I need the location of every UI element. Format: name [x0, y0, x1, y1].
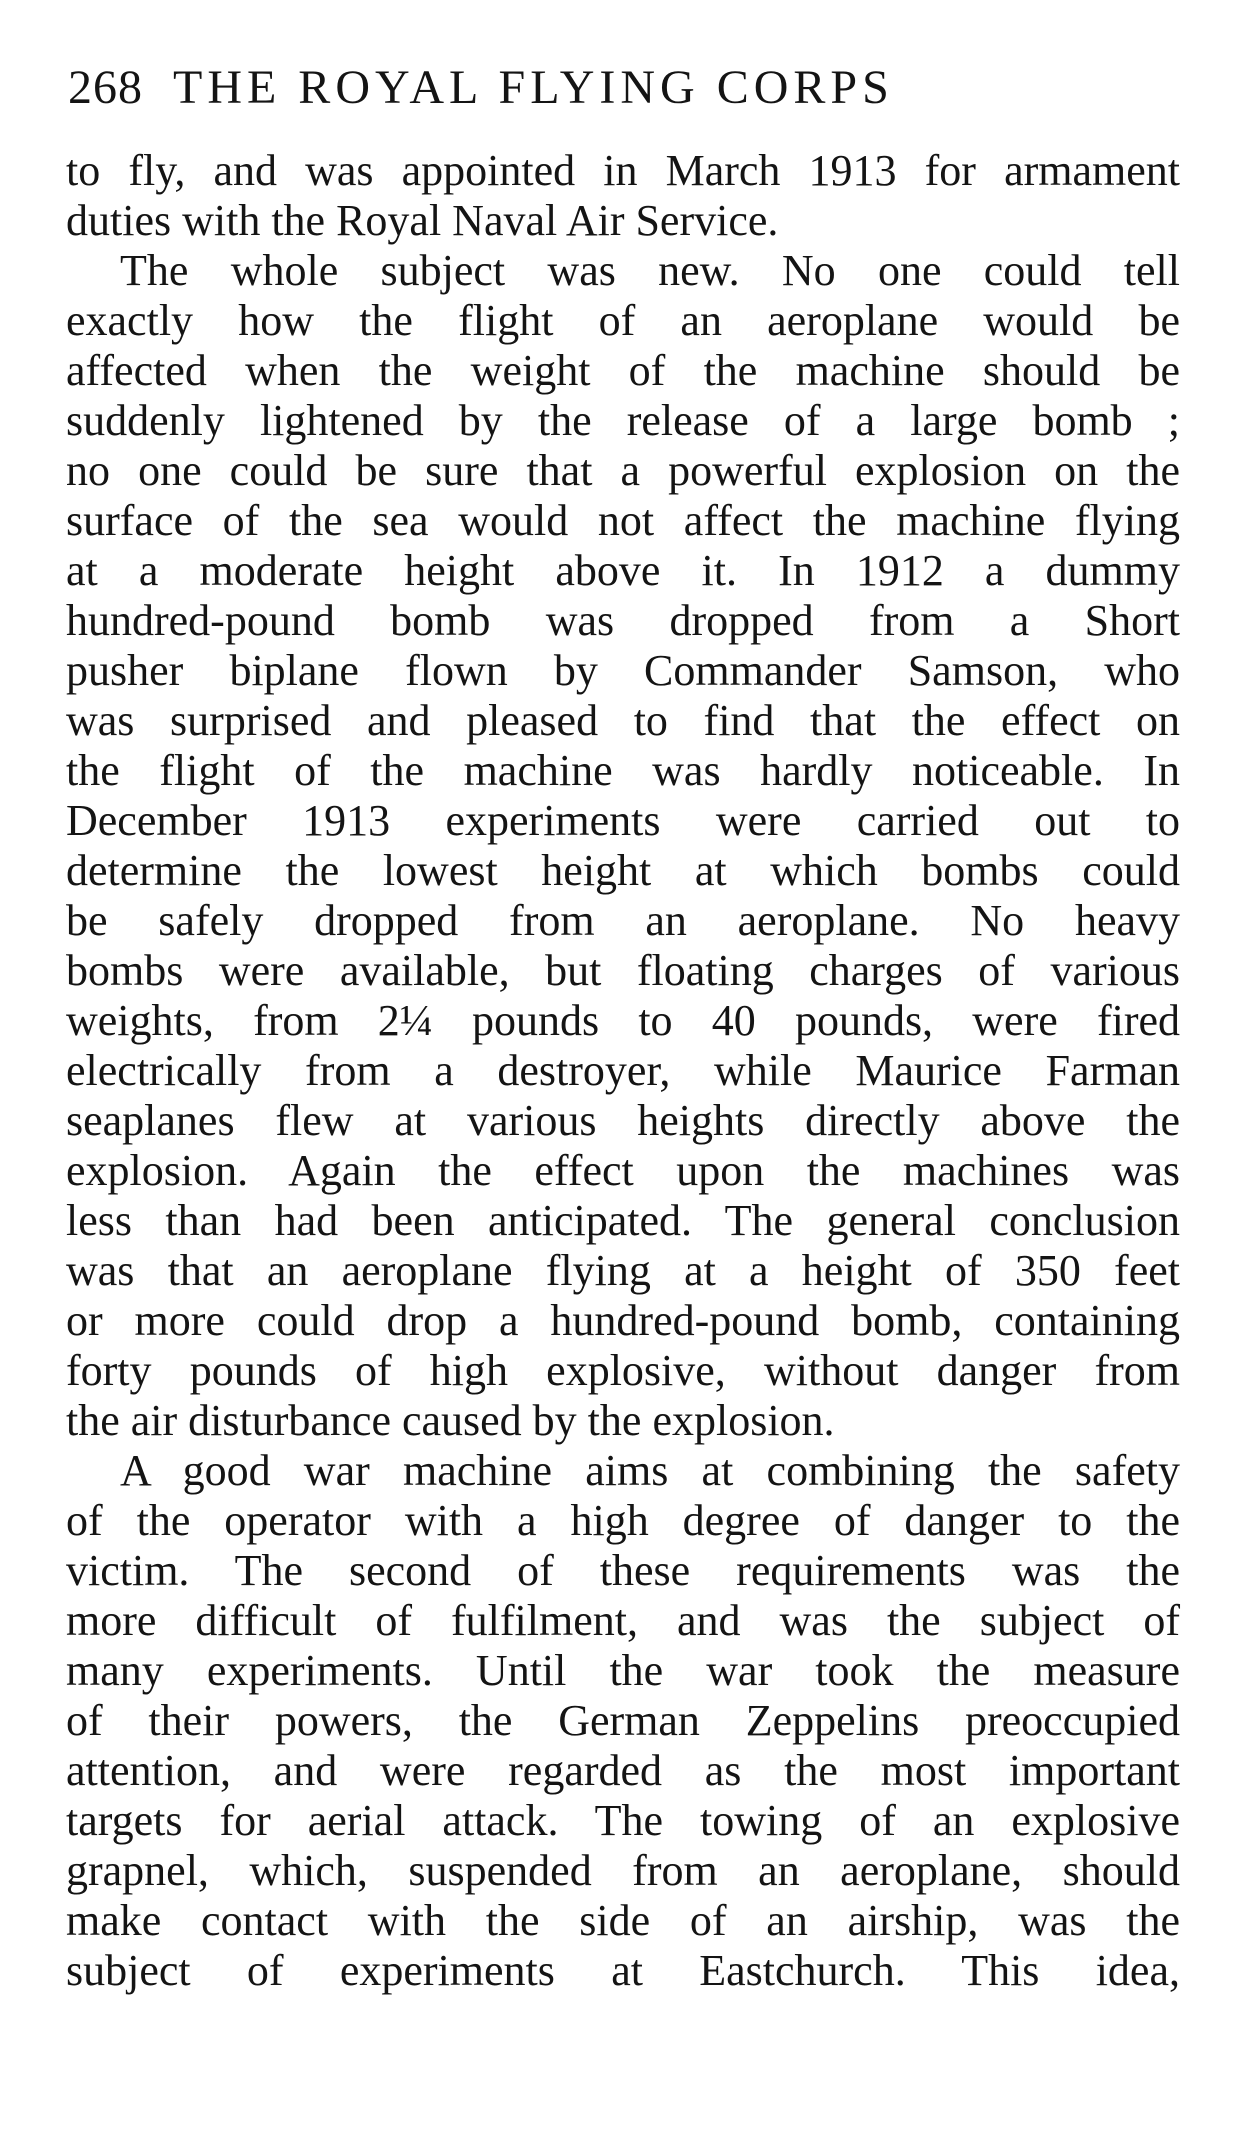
text-line: determine the lowest height at which bombs could — [66, 846, 1180, 895]
text-line: surface of the sea would not affect the machine flying — [66, 496, 1180, 545]
text-line: duties with the Royal Naval Air Service. — [66, 196, 779, 245]
text-line: hundred-pound bomb was dropped from a Short — [66, 596, 1180, 645]
text-line: the flight of the machine was hardly noticeable. In — [66, 746, 1180, 795]
text-line: to fly, and was appointed in March 1913 for armament — [66, 146, 1180, 195]
text-line: electrically from a destroyer, while Maurice Farman — [66, 1046, 1180, 1095]
paragraph-first-line: A good war machine aims at combining the safety — [120, 1446, 1180, 1495]
text-line: less than had been anticipated. The general conclusion — [66, 1196, 1180, 1245]
page-number: 268 — [68, 61, 143, 114]
text-line: weights, from 2¼ pounds to 40 pounds, were fired — [66, 996, 1180, 1045]
text-line: many experiments. Until the war took the measure — [66, 1646, 1180, 1695]
text-line: more difficult of fulfilment, and was the subject of — [66, 1596, 1180, 1645]
text-line: pusher biplane flown by Commander Samson, who — [66, 646, 1180, 695]
text-line: make contact with the side of an airship, was the — [66, 1896, 1180, 1945]
running-title: THE ROYAL FLYING CORPS — [173, 61, 894, 114]
text-line: was that an aeroplane flying at a height of 350 feet — [66, 1246, 1180, 1295]
text-line: subject of experiments at Eastchurch. This idea, — [66, 1946, 1180, 1995]
text-line: was surprised and pleased to find that the effect on — [66, 696, 1180, 745]
running-head — [68, 58, 1178, 118]
text-line: affected when the weight of the machine should be — [66, 346, 1180, 395]
text-line: of their powers, the German Zeppelins preoccupied — [66, 1696, 1180, 1745]
text-line: bombs were available, but floating charges of various — [66, 946, 1180, 995]
text-line: attention, and were regarded as the most important — [66, 1746, 1180, 1795]
text-line: targets for aerial attack. The towing of an explosive — [66, 1796, 1180, 1845]
text-line: or more could drop a hundred-pound bomb, containing — [66, 1296, 1180, 1345]
text-line: explosion. Again the effect upon the machines was — [66, 1146, 1180, 1195]
text-line: no one could be sure that a powerful explosion on the — [66, 446, 1180, 495]
paragraph-first-line: The whole subject was new. No one could tell — [120, 246, 1180, 295]
text-line: at a moderate height above it. In 1912 a dummy — [66, 546, 1180, 595]
text-line: seaplanes flew at various heights directly above the — [66, 1096, 1180, 1145]
text-line: of the operator with a high degree of danger to the — [66, 1496, 1180, 1545]
text-line: the air disturbance caused by the explosion. — [66, 1396, 835, 1445]
text-line: grapnel, which, suspended from an aeroplane, should — [66, 1846, 1180, 1895]
text-line: be safely dropped from an aeroplane. No heavy — [66, 896, 1180, 945]
body-text — [66, 146, 1180, 1996]
text-line: exactly how the flight of an aeroplane would be — [66, 296, 1180, 345]
text-line: suddenly lightened by the release of a large bomb ; — [66, 396, 1180, 445]
text-line: forty pounds of high explosive, without danger from — [66, 1346, 1180, 1395]
text-line: victim. The second of these requirements was the — [66, 1546, 1180, 1595]
text-line: December 1913 experiments were carried out to — [66, 796, 1180, 845]
